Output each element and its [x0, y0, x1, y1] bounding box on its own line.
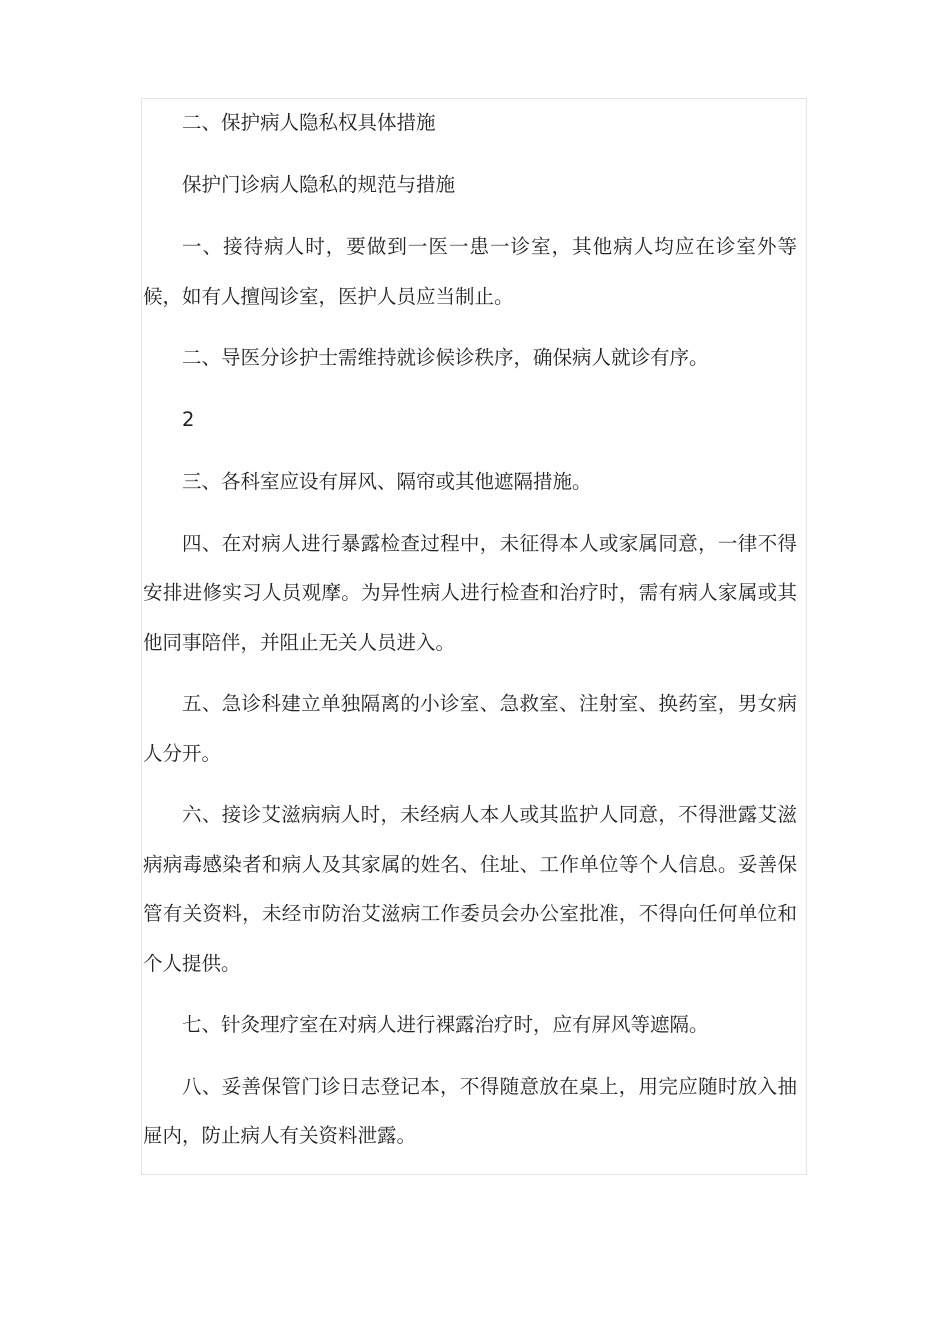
paragraph-5: 五、急诊科建立单独隔离的小诊室、急救室、注射室、换药室，男女病人分开。	[143, 692, 797, 765]
section-heading: 二、保护病人隐私权具体措施	[182, 111, 436, 134]
paragraph-2: 二、导医分诊护士需维持就诊候诊秩序，确保病人就诊有序。	[182, 346, 709, 369]
paragraph-1: 一、接待病人时，要做到一医一患一诊室，其他病人均应在诊室外等候，如有人擅闯诊室，医护人员应当制止。	[143, 235, 797, 308]
paragraph-6: 六、接诊艾滋病病人时，未经病人本人或其监护人同意，不得泄露艾滋病病毒感染者和病人及其家属的姓名、住址、工作单位等个人信息。妥善保管有关资料，未经市防治艾滋病工作委员会办公室批准，不得向任何单位和个人提供。	[143, 803, 797, 975]
paragraph-4: 四、在对病人进行暴露检查过程中，未征得本人或家属同意，一律不得安排进修实习人员观摩。为异性病人进行检查和治疗时，需有病人家属或其他同事陪伴，并阻止无关人员进入。	[143, 531, 797, 654]
paragraph-7: 七、针灸理疗室在对病人进行裸露治疗时，应有屏风等遮隔。	[182, 1013, 709, 1036]
paragraph-8: 八、妥善保管门诊日志登记本，不得随意放在桌上，用完应随时放入抽屉内，防止病人有关资料泄露。	[143, 1074, 797, 1147]
document-body	[143, 98, 797, 1161]
page-number: 2	[182, 407, 195, 431]
subtitle: 保护门诊病人隐私的规范与措施	[182, 172, 456, 196]
paragraph-3: 三、各科室应设有屏风、隔帘或其他遮隔措施。	[182, 470, 592, 493]
